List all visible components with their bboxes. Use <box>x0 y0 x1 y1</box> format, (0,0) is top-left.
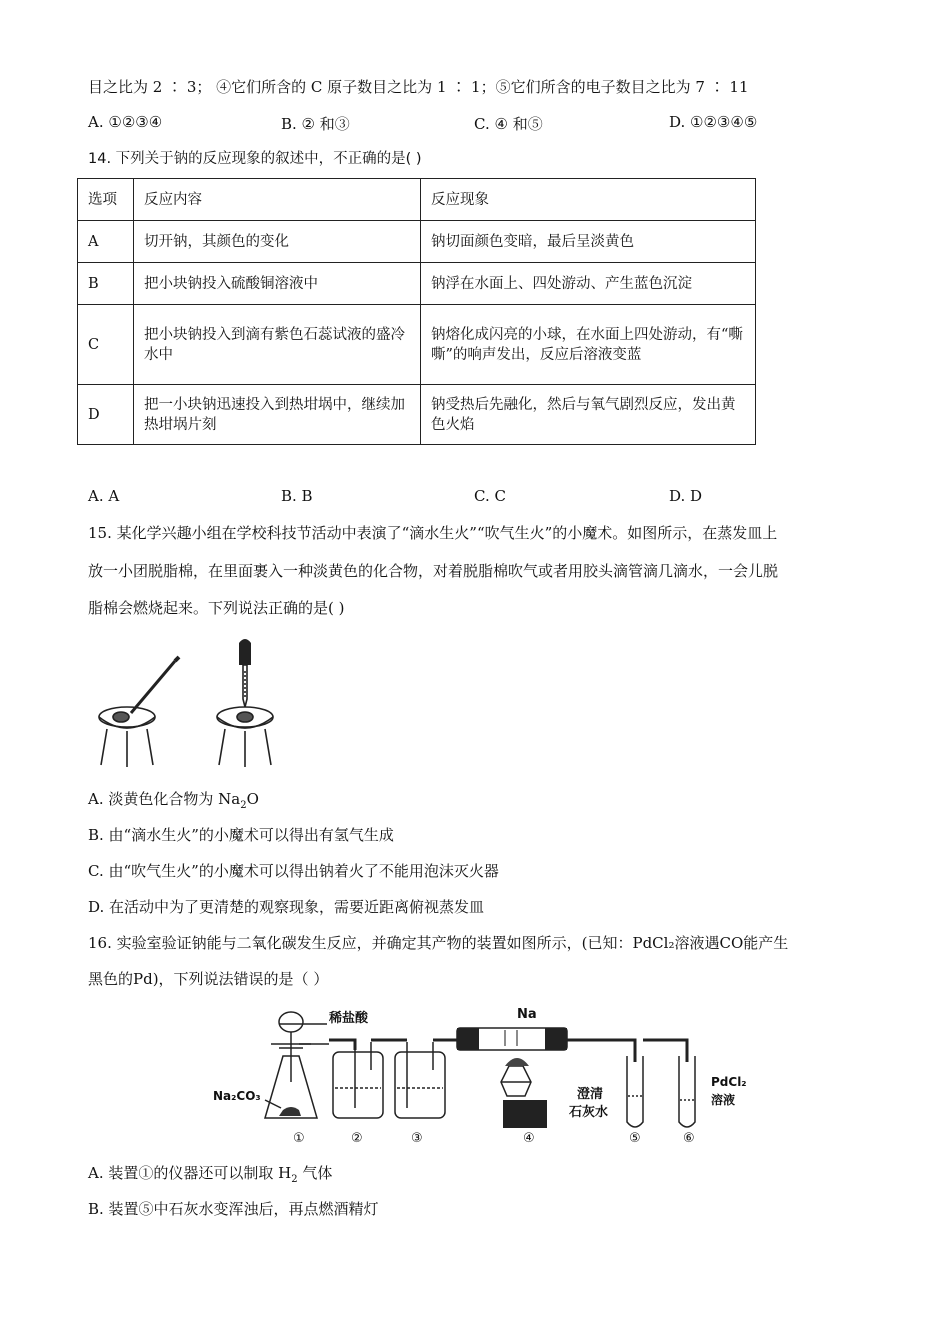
q14-option-d: D. D <box>669 487 703 505</box>
row-phenomenon: 钠受热后先融化，然后与氧气剧烈反应，发出黄色火焰 <box>421 385 756 445</box>
q14-option-b: B. B <box>281 487 313 505</box>
row-phenomenon: 钠切面颜色变暗，最后呈淡黄色 <box>421 221 756 263</box>
q14-option-c: C. C <box>474 487 506 505</box>
q15-stem-line-2: 放一小团脱脂棉，在里面裹入一种淡黄色的化合物，对着脱脂棉吹气或者用胶头滴管滴几滴水，一会儿脱 <box>88 562 779 580</box>
table-header-row <box>78 179 756 221</box>
q13-options <box>88 113 808 135</box>
q14-table <box>77 178 756 445</box>
row-option: C <box>78 305 134 385</box>
label-dilute-hcl: 稀盐酸 <box>329 1011 369 1026</box>
row-option: B <box>78 263 134 305</box>
q15-option-d: D. 在活动中为了更清楚的观察现象，需要近距离俯视蒸发皿 <box>88 898 485 916</box>
row-phenomenon: 钠熔化成闪亮的小球，在水面上四处游动，有“嘶嘶”的响声发出，反应后溶液变蓝 <box>421 305 756 385</box>
row-phenomenon: 钠浮在水面上、四处游动、产生蓝色沉淀 <box>421 263 756 305</box>
q15-stem-line-1: 15. 某化学兴趣小组在学校科技节活动中表演了“滴水生火”“吹气生火”的小魔术。如图所示，在蒸发皿上 <box>88 524 778 542</box>
label-pdcl2-1: PdCl₂ <box>711 1075 747 1089</box>
row-option: A <box>78 221 134 263</box>
label-pdcl2-2: 溶液 <box>711 1093 736 1107</box>
q15-option-a: A. 淡黄色化合物为 $Na_2O$ <box>88 790 259 811</box>
q14-options <box>88 487 808 509</box>
row-content: 把一小块钠迅速投入到热坩埚中，继续加热坩埚片刻 <box>134 385 421 445</box>
header-option: 选项 <box>78 179 134 221</box>
header-phenomenon: 反应现象 <box>421 179 756 221</box>
q13-option-c: C. ④ 和⑤ <box>474 115 543 133</box>
label-3: ③ <box>411 1131 423 1146</box>
label-4: ④ <box>523 1131 535 1146</box>
q16-stem-line-1: 16. 实验室验证钠能与二氧化碳发生反应，并确定其产物的装置如图所示，(已知：PdCl₂溶液遇CO能产生 <box>88 934 789 952</box>
label-2: ② <box>351 1131 363 1146</box>
label-1: ① <box>293 1131 305 1146</box>
q15-option-b: B. 由“滴水生火”的小魔术可以得出有氢气生成 <box>88 826 394 844</box>
row-option: D <box>78 385 134 445</box>
label-sodium: Na <box>517 1007 537 1022</box>
q13-option-d: D. ①②③④⑤ <box>669 113 758 131</box>
q13-option-b: B. ② 和③ <box>281 115 350 133</box>
label-na2co3: Na₂CO₃ <box>213 1089 261 1103</box>
table-row <box>78 385 756 445</box>
evaporating-dish-figure <box>95 635 285 770</box>
row-content: 切开钠，其颜色的变化 <box>134 221 421 263</box>
q14-stem: 14. 下列关于钠的反应现象的叙述中，不正确的是( ) <box>88 151 422 167</box>
table-row <box>78 221 756 263</box>
q13-option-a: A. ①②③④ <box>88 113 163 131</box>
table-row <box>78 305 756 385</box>
label-limewater-2: 石灰水 <box>569 1105 609 1120</box>
q16-option-b: B. 装置⑤中石灰水变浑浊后，再点燃酒精灯 <box>88 1200 379 1218</box>
table-row <box>78 263 756 305</box>
row-content: 把小块钠投入到滴有紫色石蕊试液的盛冷水中 <box>134 305 421 385</box>
row-content: 把小块钠投入硫酸铜溶液中 <box>134 263 421 305</box>
label-5: ⑤ <box>629 1131 641 1146</box>
q14-option-a: A. A <box>88 487 120 505</box>
q13-stem-tail: 目之比为 2 ∶ 3； ④它们所含的 C 原子数目之比为 1 ∶ 1；⑤它们所含的电子数目之比为 7 ∶ 11 <box>88 78 749 96</box>
q16-option-a: A. 装置①的仪器还可以制取 $H_2$ 气体 <box>88 1164 333 1185</box>
q15-option-c: C. 由“吹气生火”的小魔术可以得出钠着火了不能用泡沫灭火器 <box>88 862 499 880</box>
label-limewater-1: 澄清 <box>577 1087 604 1102</box>
apparatus-figure <box>205 1000 765 1148</box>
label-6: ⑥ <box>683 1131 695 1146</box>
header-content: 反应内容 <box>134 179 421 221</box>
q16-stem-line-2: 黑色的Pd)，下列说法错误的是（ ） <box>88 970 329 988</box>
q15-stem-line-3: 脂棉会燃烧起来。下列说法正确的是( ) <box>88 599 345 617</box>
